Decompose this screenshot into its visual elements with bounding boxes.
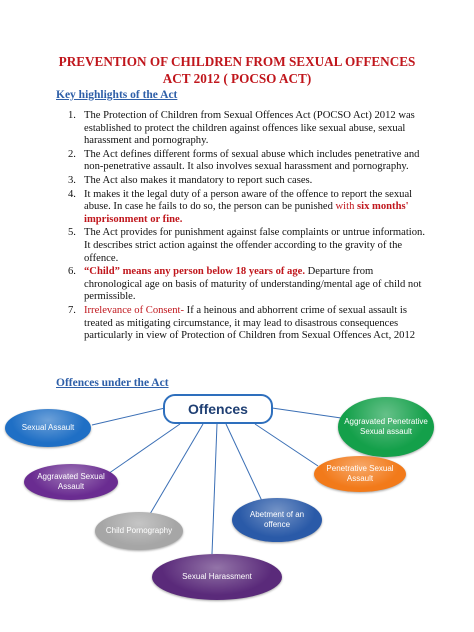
list-item	[56, 227, 428, 265]
item-number: 2.	[68, 148, 76, 160]
node-label: Sexual Assault	[21, 423, 75, 432]
offences-heading: Offences under the Act	[56, 377, 169, 389]
list-item	[56, 305, 428, 343]
connector-abetment	[226, 424, 262, 501]
item-highlight: with	[335, 201, 358, 213]
node-aggravated-penetrative	[338, 397, 434, 457]
node-penetrative-sexual-assault	[314, 456, 406, 492]
offences-hub: Offences	[163, 394, 273, 424]
item-text: The Protection of Children from Sexual Offences Act (POCSO Act) 2012 was established to protect the children against offences like sexual abuse, sexual harassment and pornography.	[84, 110, 415, 147]
item-number: 4.	[68, 188, 76, 200]
node-abetment	[232, 498, 322, 542]
list-item	[56, 110, 428, 148]
item-number: 5.	[68, 227, 76, 239]
list-item	[56, 266, 428, 304]
connector-child-pornography	[150, 424, 203, 514]
item-number: 7.	[68, 304, 76, 316]
node-label: Penetrative Sexual Assault	[326, 464, 394, 483]
node-child-pornography	[95, 512, 183, 550]
node-label: Abetment of an offence	[249, 510, 305, 529]
title-line-1: PREVENTION OF CHILDREN FROM SEXUAL OFFENCES	[58, 54, 416, 69]
node-sexual-assault	[5, 409, 91, 447]
node-sexual-harassment	[152, 554, 282, 600]
item-number: 1.	[68, 110, 76, 121]
node-label: Sexual Harassment	[182, 572, 252, 581]
highlights-heading: Key highlights of the Act	[56, 89, 178, 101]
item-text: Departure from chronological age on basis of maturity of understanding/mental age of child not permissible.	[84, 266, 422, 303]
item-number: 3.	[68, 174, 76, 186]
highlights-list	[56, 110, 428, 344]
connector-penetrative	[255, 424, 318, 466]
item-text: The Act also makes it mandatory to report such cases.	[84, 174, 313, 186]
node-label: Child Pornography	[105, 526, 173, 535]
item-text: If a heinous and abhorrent crime of sexual assault is treated as mitigating circumstance, it may lead to disastrous consequences particularly in view of Protection of Children from Sexual Offences Act, 2012	[84, 304, 416, 342]
node-label: Aggravated Penetrative Sexual assault	[344, 417, 428, 436]
item-text: It makes it the legal duty of a person aware of the offence to report the sexual abuse. In case he fails to do so, the person can be punished	[84, 188, 413, 213]
connector-aggravated-penetrative	[272, 408, 348, 419]
node-label: Aggravated Sexual Assault	[37, 472, 105, 491]
item-text: The Act provides for punishment against false complaints or untrue information. It describes strict action against the offender according to the gravity of the offence.	[84, 227, 425, 264]
title-line-2: ACT 2012 ( POCSO ACT)	[162, 71, 312, 86]
item-highlight: Irrelevance of Consent-	[84, 304, 185, 316]
connector-aggravated-sexual	[105, 424, 180, 476]
list-item	[56, 175, 428, 188]
connector-harassment	[212, 424, 217, 554]
item-emphasis: six months' imprisonment or fine.	[84, 201, 409, 225]
list-item	[56, 189, 428, 227]
offences-diagram	[0, 392, 474, 632]
document-title	[0, 53, 474, 87]
item-text: The Act defines different forms of sexual abuse which includes penetrative and non-penetrative assault. It also involves sexual harassment and pornography.	[84, 148, 420, 173]
node-aggravated-sexual-assault	[24, 464, 118, 500]
connector-sexual-assault	[92, 408, 165, 425]
item-number: 6.	[68, 266, 76, 278]
item-emphasis: “Child” means any person below 18 years of age.	[84, 266, 305, 278]
list-item	[56, 149, 428, 174]
